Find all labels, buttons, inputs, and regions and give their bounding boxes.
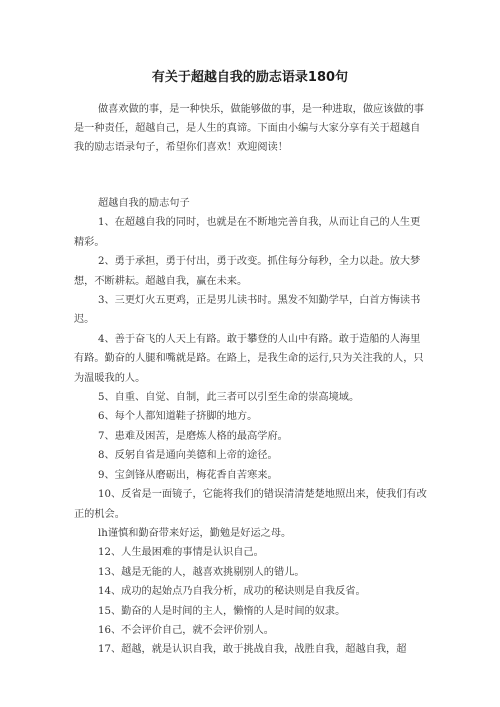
list-item: 5、自重、自觉、自制，此三者可以引至生命的崇高境域。 — [98, 392, 360, 404]
list-item: 14、成功的起始点乃自我分析，成功的秘诀则是自我反省。 — [98, 586, 366, 598]
intro-paragraph: 做喜欢做的事，是一种快乐，做能够做的事，是一种进取，做应该做的事是一种责任，超越自己，是人生的真谛。下面由小编与大家分享有关于超越自我的励志语录句子，希望你们喜欢！欢迎阅读！ — [74, 104, 424, 153]
list-item: 8、反躬自省是通向美德和上帝的途径。 — [98, 450, 278, 462]
list-item: 7、患难及困苦，是磨炼人格的最高学府。 — [98, 430, 288, 442]
list-item: 17、超越，就是认识自我，敢于挑战自我，战胜自我，超越自我，超 — [98, 644, 407, 656]
list-item: 10、反省是一面镜子，它能将我们的错误清清楚楚地照出来，使我们有改正的机会。 — [74, 489, 427, 520]
list-item: 4、善于奋飞的人天上有路。敢于攀登的人山中有路。敢于造船的人海里有路。勤奋的人腿和嘴就是路。在路上，是我生命的运行,只为关注我的人，只为温暖我的人。 — [74, 333, 424, 384]
list-item: 6、每个人都知道鞋子挤脚的地方。 — [98, 411, 258, 423]
section-heading: 超越自我的励志句子 — [98, 198, 190, 209]
list-item: 3、三更灯火五更鸡，正是男儿读书时。黑发不知勤学早，白首方悔读书迟。 — [74, 295, 421, 326]
list-item: 9、宝剑锋从磨砺出，梅花香自苦寒来。 — [98, 469, 278, 481]
list-item: 2、勇于承担，勇于付出，勇于改变。抓住每分每秒，全力以赴。放大梦想，不断耕耘。超越自我，赢在未来。 — [74, 256, 421, 287]
list-item: 12、人生最困难的事情是认识自己。 — [98, 547, 264, 559]
list-item: 15、勤奋的人是时间的主人，懒惰的人是时间的奴隶。 — [98, 605, 346, 617]
list-item: 13、越是无能的人，越喜欢挑剔别人的错儿。 — [98, 566, 305, 578]
list-item: lh谨慎和勤奋带来好运，勤勉是好运之母。 — [98, 527, 292, 539]
page-title: 有关于超越自我的励志语录180句 — [151, 70, 349, 85]
document-body — [74, 194, 430, 660]
list-item: 16、不会评价自己，就不会评价别人。 — [98, 624, 274, 636]
list-item: 1、在超越自我的同时，也就是在不断地完善自我，从而让自己的人生更精彩。 — [74, 217, 421, 248]
